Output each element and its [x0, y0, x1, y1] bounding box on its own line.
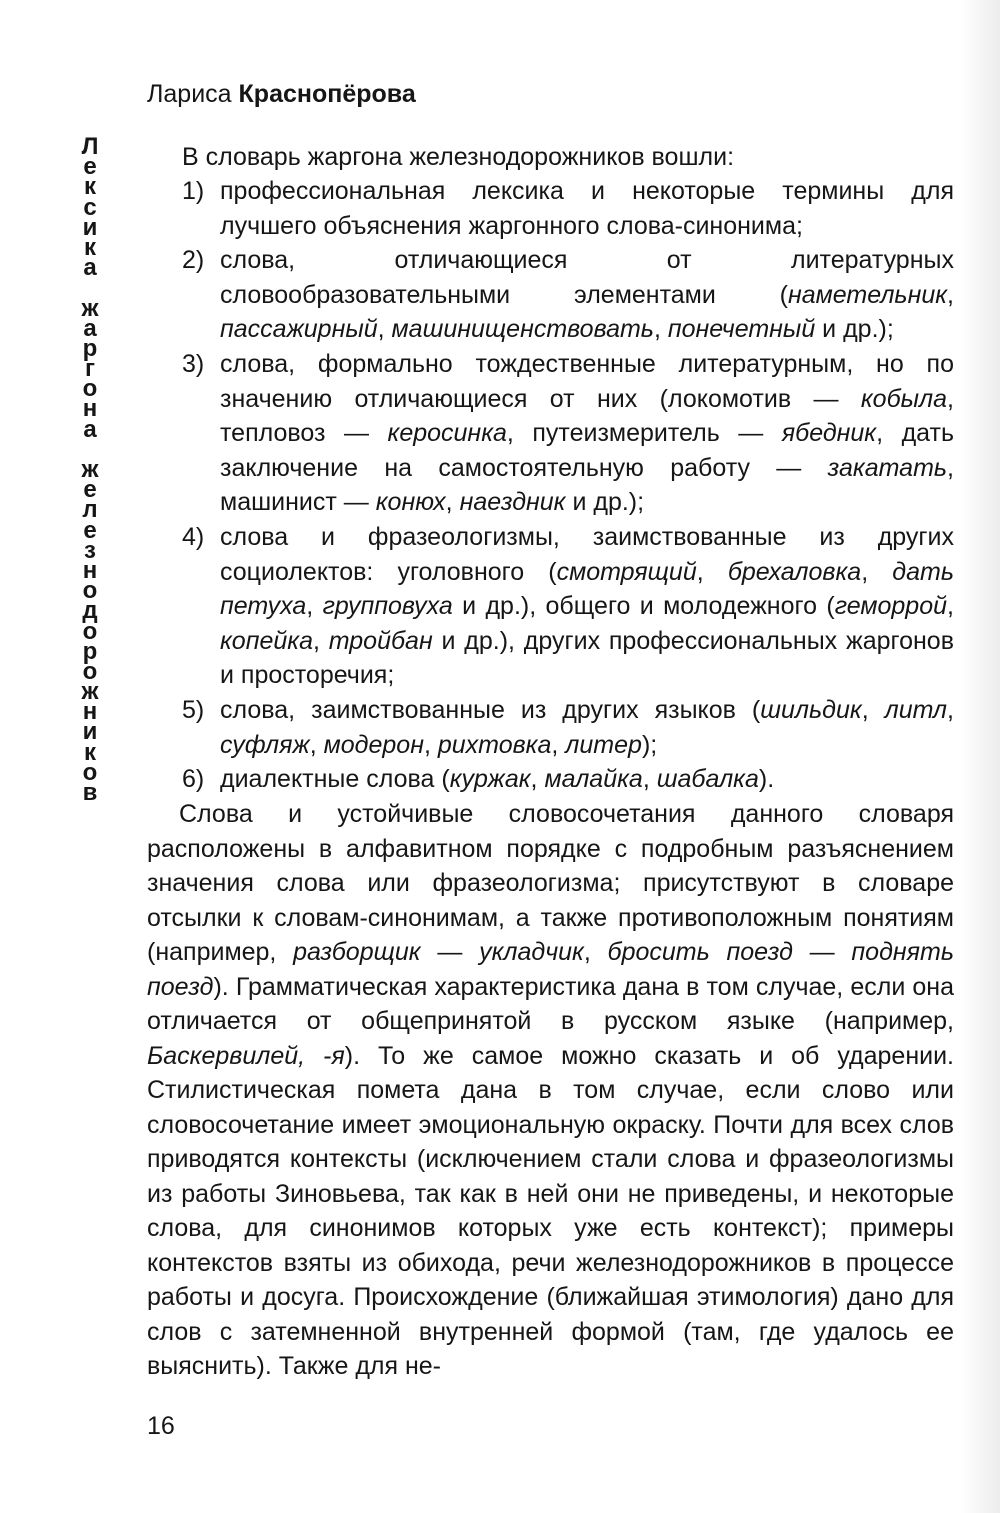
list-item-text: ,: [947, 695, 954, 724]
paragraph-text: ). То же самое можно сказать и об ударении. Стилистическая помета дана в том случае, если слово или словосочетание имеет эмоциональную окраску. Почти для всех слов приводятся контексты (исключением стали слова и фразеологизмы из работы Зиновьева, так как в ней они не приведены, и некоторые слова, для синонимов которых уже есть контекст); примеры контекстов взяты из обихода, речи железнодорожников в процессе работы и досуга. Происхождение (ближайшая этимология) дано для слов с затемненной внутренней формой (там, где удалось ее выяснить). Также для не-: [147, 1041, 954, 1380]
list-item-italic-term: наездник: [459, 488, 566, 517]
side-title-letter: Л: [81, 133, 99, 160]
list-item-text: ,: [309, 730, 324, 759]
list-item-number: 4): [182, 522, 205, 551]
list-item-text: слова и фразеологизмы, заимствованные из других социолектов: уголовного (: [220, 522, 954, 586]
vertical-side-title: [80, 133, 100, 806]
list-item-text: ,: [642, 765, 657, 794]
list-item-italic-term: шабалка: [656, 765, 759, 794]
list-item-text: диалектные слова (: [220, 765, 450, 794]
list-item-italic-term: понечетный: [667, 315, 816, 344]
list-item-italic-term: рихтовка: [437, 730, 552, 759]
side-title-letter: д: [82, 597, 98, 625]
list-item-italic-term: ябедник: [781, 419, 877, 448]
list-item: [182, 347, 954, 520]
side-title-letter: р: [82, 334, 98, 362]
list-item-italic-term: конюх: [375, 488, 446, 517]
side-title-letter: е: [83, 516, 97, 544]
side-title-letter: з: [84, 536, 96, 564]
list-item-text: ,: [947, 280, 954, 309]
list-item-text: профессиональная лексика и некоторые термины для лучшего объяснения жаргонного слова-синонима;: [220, 177, 954, 240]
list-item-text: ).: [758, 765, 775, 794]
list-item-text: слова, отличающиеся от литературных словообразовательными элементами (: [220, 246, 954, 309]
list-item-text: и др.);: [815, 315, 894, 344]
side-title-letter: о: [82, 758, 98, 786]
author-first-name: Лариса: [147, 80, 232, 108]
list-item-text: ,: [306, 592, 323, 621]
list-item-italic-term: копейка: [220, 626, 313, 655]
side-title-letter: ж: [81, 678, 99, 706]
list-item-number: 6): [182, 765, 205, 794]
list-item-italic-term: керосинка: [387, 419, 507, 448]
list-item-text: ,: [653, 315, 668, 344]
paragraph-text: Слова и устойчивые словосочетания данного словаря расположены в алфавитном порядке с подробным разъяснением значения слова или фразеологизма; присутствуют в словаре отсылки к словам-синонимам, а также противоположным понятиям (например,: [147, 800, 954, 966]
list-item-italic-term: дать петуха: [220, 557, 954, 621]
list-item-text: ,: [947, 592, 954, 621]
list-item-number: 1): [182, 177, 205, 205]
list-item-italic-term: суфляж: [220, 730, 310, 759]
side-title-letter: к: [83, 233, 96, 261]
list-item-text: слова, заимствованные из других языков (: [220, 695, 761, 724]
side-title-letter: с: [83, 193, 97, 221]
paragraph-italic-term: бросить поезд: [607, 938, 793, 966]
list-item-italic-term: смотрящий: [556, 557, 697, 586]
side-title-letter: е: [83, 476, 97, 504]
list-item-number: 5): [182, 695, 205, 724]
list-item: [182, 693, 954, 762]
paragraph-text: ,: [583, 938, 608, 966]
side-title-letter: ж: [81, 294, 99, 322]
side-title-letter: а: [83, 254, 97, 282]
side-title-letter: н: [82, 698, 98, 726]
list-item-italic-term: геморрой: [834, 592, 948, 621]
list-item-text: слова, формально тождественные литературным, но по значению отличающиеся от них (локомотив —: [220, 349, 954, 413]
list-item-italic-term: куржак: [449, 765, 531, 794]
list-item-italic-term: машинищенствовать: [391, 315, 654, 344]
list-item-text: ,: [551, 730, 566, 759]
side-title-letter: о: [82, 375, 98, 403]
side-title-letter: о: [82, 617, 98, 645]
side-title-letter: н: [82, 395, 98, 423]
list-item-text: , путеизмеритель —: [506, 419, 782, 448]
list-item: [182, 520, 954, 693]
list-item-text: , дать заключение на самостоятельную работу —: [220, 419, 954, 482]
paragraph-italic-term: разборщик: [293, 938, 421, 966]
list-item-text: , тепловоз —: [220, 384, 954, 448]
body-paragraph: [147, 797, 954, 1384]
list-item-text: ,: [445, 488, 460, 517]
list-item-italic-term: наметельник: [788, 280, 948, 309]
author-last-name: Краснопёрова: [238, 80, 416, 108]
list-item-text: и др.), других профессиональных жаргонов и просторечия;: [220, 626, 954, 690]
paragraph-text: —: [792, 938, 852, 966]
list-item-text: ,: [696, 557, 728, 586]
list-item-text: и др.), общего и молодежного (: [452, 592, 835, 621]
paragraph-text: ). Грамматическая характеристика дана в том случае, если она отличается от общепринятой в русском языке (например,: [147, 972, 954, 1035]
list-item: [182, 243, 954, 347]
side-title-letter: и: [82, 213, 98, 241]
side-title-letter: к: [83, 738, 96, 766]
list-item-italic-term: модерон: [323, 730, 424, 759]
list-item-text: ,: [530, 765, 545, 794]
side-title-letter: а: [83, 415, 97, 443]
list-item-italic-term: литер: [565, 730, 642, 759]
list-intro: В словарь жаргона железнодорожников вошли:: [182, 143, 735, 171]
side-title-letter: и: [82, 718, 98, 746]
side-title-letter: л: [82, 496, 98, 524]
list-item-italic-term: литл: [884, 695, 948, 724]
list-item-text: ,: [423, 730, 438, 759]
list-item-text: ,: [861, 557, 893, 586]
paragraph-italic-term: Баскервилей, -я: [147, 1041, 345, 1070]
list-item: [182, 174, 954, 243]
side-title-letter: ж: [81, 456, 99, 483]
side-title-letter: в: [82, 779, 98, 806]
side-title-letter: р: [82, 637, 98, 665]
list-item-number: 3): [182, 349, 205, 378]
list-item: [182, 762, 954, 797]
list-item-text: и др.);: [565, 488, 645, 517]
list-item-italic-term: брехаловка: [727, 557, 862, 586]
list-item-text: , машинист —: [220, 453, 954, 517]
side-title-letter: о: [82, 657, 98, 685]
side-title-letter: к: [83, 173, 96, 201]
side-title-letter: а: [83, 314, 97, 342]
paragraph-italic-term: поднять поезд: [147, 938, 954, 1001]
paragraph-italic-term: укладчик: [479, 938, 584, 966]
running-header: [147, 80, 416, 109]
paragraph-text: —: [420, 938, 480, 966]
numbered-list: [182, 174, 954, 797]
side-title-letter: о: [82, 577, 98, 605]
list-item-number: 2): [182, 246, 205, 275]
side-title-letter: г: [85, 355, 95, 383]
list-item-italic-term: закатать: [827, 453, 948, 482]
list-item-italic-term: тройбан: [328, 626, 433, 655]
side-title-letter: е: [83, 153, 97, 181]
list-item-text: );: [641, 730, 658, 759]
page-edge-shadow: [960, 0, 1000, 1513]
list-item-italic-term: групповуха: [322, 592, 453, 621]
list-item-italic-term: кобыла: [860, 384, 948, 413]
list-item-text: ,: [861, 695, 885, 724]
list-item-text: ,: [312, 626, 329, 655]
page-number: 16: [147, 1412, 175, 1440]
list-item-italic-term: пассажирный: [220, 315, 378, 344]
side-title-letter: н: [82, 556, 98, 584]
list-item-text: ,: [377, 315, 392, 344]
list-item-italic-term: малайка: [544, 765, 643, 794]
list-item-italic-term: шильдик: [760, 695, 862, 724]
